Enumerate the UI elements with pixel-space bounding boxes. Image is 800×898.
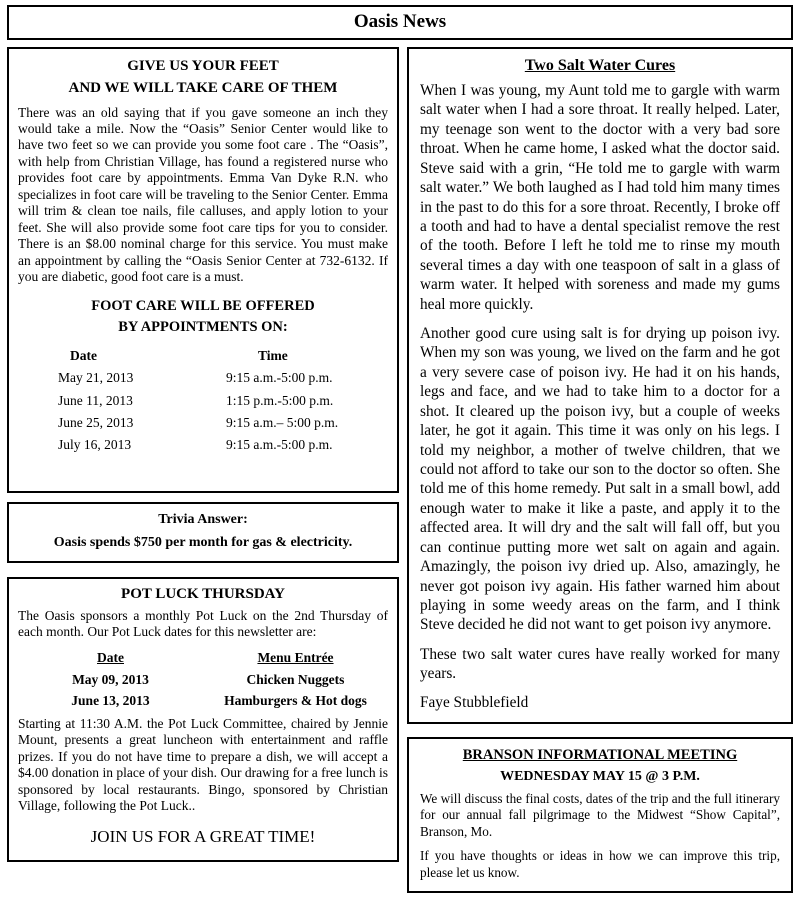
branson-paragraph: We will discuss the final costs, dates of the trip and the full itinerary for our annual fall pilgrimage to the Midwest “Show Capital”, Branson, Mo. <box>420 790 780 839</box>
potluck-date-header: Date <box>97 649 124 665</box>
footcare-date: July 16, 2013 <box>58 437 132 453</box>
potluck-menu: Chicken Nuggets <box>246 671 345 687</box>
right-column <box>407 47 793 893</box>
table-row <box>18 690 388 712</box>
footcare-subheading-line1: FOOT CARE WILL BE OFFERED <box>91 297 315 314</box>
footcare-schedule-header-row <box>58 345 388 367</box>
branson-heading: BRANSON INFORMATIONAL MEETING <box>462 746 738 763</box>
saltwater-paragraph: Another good cure using salt is for drying up poison ivy. When my son was young, we lived on the farm and he got a very severe case of poison ivy. He had it on his hands, legs and face, and we had to take him to a doctor for a shot. It cleared up the poison ivy, but a couple of weeks later, he got it again. This time it was only on his legs. I told my neighbor, a mother of twelve children, that we could not afford to take our son to the doctor so often. She told me of this home remedy. Put salt in a small bowl, add enough water to make it like a paste, and apply it to the affected area. It will dry and the salt will fall off, but you can continue putting more wet salt on again and again. Amazingly, the poison ivy dried up. Also, amazingly, he never got poison ivy again. His father warned him about playing in some weedy areas on the farm, and I think Steve decided he did not want to get poison ivy anymore. <box>420 325 780 634</box>
trivia-heading: Trivia Answer: <box>158 512 248 527</box>
table-row <box>58 367 388 389</box>
branson-subheading: WEDNESDAY MAY 15 @ 3 P.M. <box>500 768 700 784</box>
footcare-schedule-table <box>18 345 388 456</box>
potluck-date: June 13, 2013 <box>71 693 150 709</box>
table-row <box>18 669 388 691</box>
footcare-time-header: Time <box>258 348 288 364</box>
potluck-header-row <box>18 647 388 669</box>
table-row <box>58 434 388 456</box>
footcare-time: 9:15 a.m.– 5:00 p.m. <box>226 414 339 430</box>
saltwater-signature: Faye Stubblefield <box>420 693 529 711</box>
potluck-date: May 09, 2013 <box>72 671 149 687</box>
potluck-menu-table <box>18 647 388 712</box>
page-title: Oasis News <box>353 11 447 32</box>
footcare-subheading-line2: BY APPOINTMENTS ON: <box>118 319 288 336</box>
potluck-intro: The Oasis sponsors a monthly Pot Luck on the 2nd Thursday of each month. Our Pot Luck dates for this newsletter are: <box>18 608 388 640</box>
potluck-article <box>7 577 399 862</box>
table-row <box>58 390 388 412</box>
footcare-time: 9:15 a.m.-5:00 p.m. <box>226 370 333 386</box>
potluck-details: Starting at 11:30 A.M. the Pot Luck Committee, chaired by Jennie Mount, presents a great luncheon with entertainment and raffle prizes. If you do not have time to prepare a dish, we will accept a $4.00 donation in place of your dish. Our drawing for a free lunch is sponsored by local restaurants. Bingo, sponsored by Christian Village, following the Pot Luck.. <box>18 715 388 814</box>
footcare-heading <box>18 56 388 100</box>
potluck-closing: JOIN US FOR A GREAT TIME! <box>90 826 316 846</box>
footcare-time: 1:15 p.m.-5:00 p.m. <box>226 392 334 408</box>
branson-article <box>407 737 793 894</box>
potluck-menu-header: Menu Entrée <box>257 649 334 665</box>
footcare-heading-line1: GIVE US YOUR FEET <box>127 58 279 74</box>
footcare-date-header: Date <box>70 348 97 364</box>
footcare-body: There was an old saying that if you gave someone an inch they would take a mile. Now the “Oasis” Senior Center would like to have two feet so we can provide you some foot care . The “Oasis”, with help from Christian Village, has found a registered nurse who provides foot care by appointments. Emma Van Dyke R.N. who specializes in foot care will be traveling to the Senior Center. Emma will trim & clean toe nails, file calluses, and apply lotion to your feet. She will also provide some foot care tips for you to consider. There is an $8.00 nominal charge for this service. You must make an appointment by calling the “Oasis Senior Center at 732-6132. If you are diabetic, good foot care is a must. <box>18 104 388 285</box>
saltwater-paragraph: When I was young, my Aunt told me to gargle with warm salt water when I had a sore throat. It really helped. Later, my teenage son went to the doctor with a very bad sore throat. When he came home, I asked what the doctor said. Steve said with a grin, “He told me to gargle with warm salt water.” We both laughed as I had told him many times in the past to do this for a sore throat. Recently, I broke off a tooth and had to have a dental specialist remove the rest of the tooth. Before I left he told me to rinse my mouth several times a day with one teaspoon of salt in a glass of warm water. It helped with soreness and made my gums heal more quickly. <box>420 82 780 313</box>
footcare-subheading <box>18 296 388 340</box>
trivia-answer: Oasis spends $750 per month for gas & electricity. <box>53 535 353 550</box>
table-row <box>58 412 388 434</box>
saltwater-article <box>407 47 793 724</box>
footcare-heading-line2: AND WE WILL TAKE CARE OF THEM <box>68 79 338 96</box>
trivia-box <box>7 502 399 563</box>
potluck-menu: Hamburgers & Hot dogs <box>224 693 367 709</box>
content-columns <box>7 47 793 893</box>
masthead <box>7 5 793 40</box>
saltwater-paragraph: These two salt water cures have really worked for many years. <box>420 645 780 683</box>
potluck-heading: POT LUCK THURSDAY <box>121 586 285 602</box>
saltwater-heading: Two Salt Water Cures <box>524 57 676 74</box>
footcare-date: June 11, 2013 <box>58 392 133 408</box>
branson-paragraph: If you have thoughts or ideas in how we can improve this trip, please let us know. <box>420 848 780 880</box>
footcare-date: May 21, 2013 <box>58 370 134 386</box>
left-column <box>7 47 399 862</box>
footcare-date: June 25, 2013 <box>58 414 134 430</box>
footcare-time: 9:15 a.m.-5:00 p.m. <box>226 437 333 453</box>
footcare-article <box>7 47 399 493</box>
